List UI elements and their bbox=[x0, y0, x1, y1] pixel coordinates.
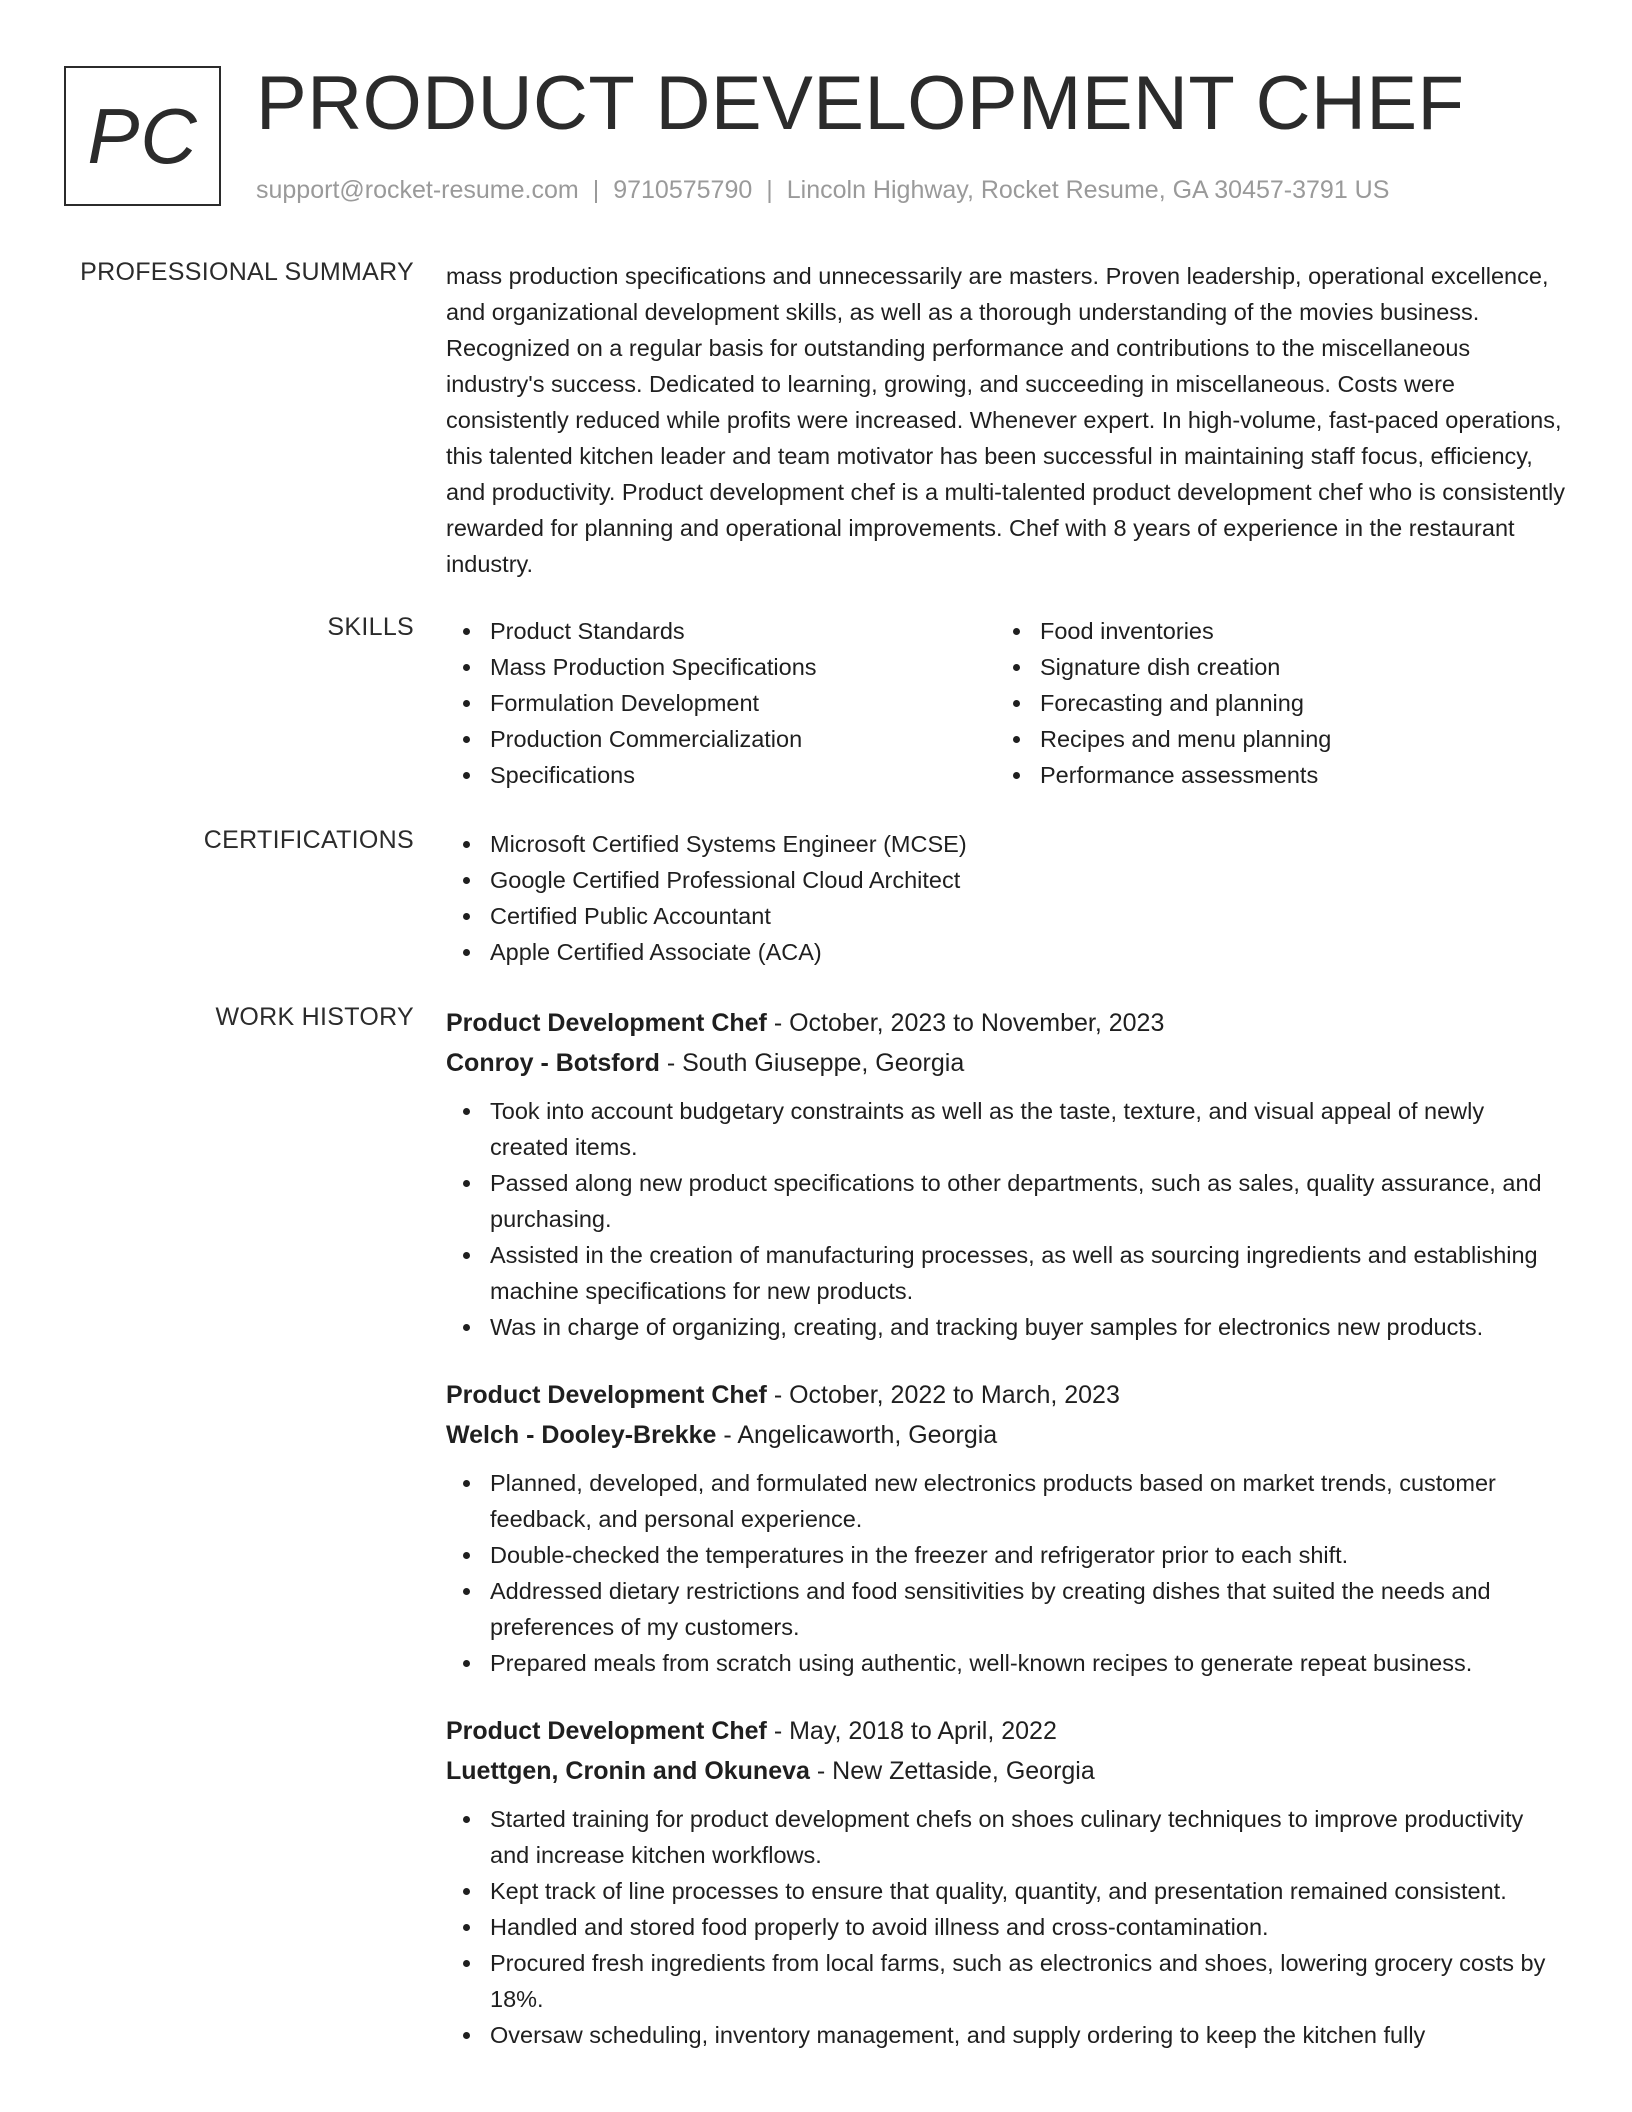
job-title: Product Development Chef bbox=[446, 1381, 767, 1409]
job-location: - South Giuseppe, Georgia bbox=[666, 1049, 965, 1077]
certification-item: Microsoft Certified Systems Engineer (MCSE) bbox=[446, 826, 1566, 862]
skills-list-left bbox=[446, 613, 996, 793]
job-title: Product Development Chef bbox=[446, 1717, 767, 1745]
summary-body bbox=[446, 258, 1566, 582]
job-bullet: Double-checked the temperatures in the freezer and refrigerator prior to each shift. bbox=[446, 1537, 1566, 1573]
job-location: - New Zettaside, Georgia bbox=[816, 1757, 1095, 1785]
contact-separator: | bbox=[592, 176, 600, 204]
work-history-body bbox=[446, 1003, 1566, 2083]
summary-text: mass production specifications and unnecessarily are masters. Proven leadership, operational excellence, and organizational development skills, as well as a thorough understanding of the movies business. Recognized on a regular basis for outstanding performance and contributions to the miscellaneous industry's success. Dedicated to learning, growing, and succeeding in miscellaneous. Costs were consistently reduced while profits were increased. Whenever expert. In high-volume, fast-paced operations, this talented kitchen leader and team motivator has been successful in maintaining staff focus, efficiency, and productivity. Product development chef is a multi-talented product development chef who is consistently rewarded for planning and operational improvements. Chef with 8 years of experience in the restaurant industry. bbox=[446, 263, 1566, 577]
job-bullet: Handled and stored food properly to avoid illness and cross-contamination. bbox=[446, 1909, 1566, 1945]
job-bullet: Assisted in the creation of manufacturing processes, as well as sourcing ingredients and establishing machine specifications for new products. bbox=[446, 1237, 1566, 1309]
resume-name: PRODUCT DEVELOPMENT CHEF bbox=[256, 61, 1465, 146]
job-bullet: Was in charge of organizing, creating, and tracking buyer samples for electronics new products. bbox=[446, 1309, 1566, 1345]
job-bullets bbox=[446, 1465, 1566, 1681]
contact-address: Lincoln Highway, Rocket Resume, GA 30457-3791 US bbox=[786, 176, 1390, 204]
job-title: Product Development Chef bbox=[446, 1009, 767, 1037]
skill-item: Formulation Development bbox=[446, 685, 996, 721]
job-title-line bbox=[446, 1711, 1566, 1751]
skill-item: Recipes and menu planning bbox=[996, 721, 1546, 757]
job-bullet: Oversaw scheduling, inventory management, and supply ordering to keep the kitchen fully bbox=[446, 2017, 1566, 2053]
monogram-logo: PC bbox=[64, 66, 221, 206]
job-company: Conroy - Botsford bbox=[446, 1049, 660, 1077]
job-company-line bbox=[446, 1751, 1566, 1791]
job-dates: - October, 2022 to March, 2023 bbox=[773, 1381, 1120, 1409]
contact-info bbox=[256, 176, 1389, 205]
job-bullet: Procured fresh ingredients from local farms, such as electronics and shoes, lowering grocery costs by 18%. bbox=[446, 1945, 1566, 2017]
skills-grid bbox=[446, 613, 1566, 793]
skills-label: SKILLS bbox=[327, 613, 414, 641]
skill-item: Mass Production Specifications bbox=[446, 649, 996, 685]
certification-item: Apple Certified Associate (ACA) bbox=[446, 934, 1566, 970]
certifications-list bbox=[446, 826, 1566, 970]
job-bullet: Prepared meals from scratch using authentic, well-known recipes to generate repeat business. bbox=[446, 1645, 1566, 1681]
job-dates: - October, 2023 to November, 2023 bbox=[773, 1009, 1165, 1037]
skills-body bbox=[446, 613, 1566, 793]
job-bullet: Addressed dietary restrictions and food sensitivities by creating dishes that suited the needs and preferences of my customers. bbox=[446, 1573, 1566, 1645]
job-bullet: Passed along new product specifications to other departments, such as sales, quality assurance, and purchasing. bbox=[446, 1165, 1566, 1237]
resume-header bbox=[64, 61, 1584, 216]
skill-item: Specifications bbox=[446, 757, 996, 793]
certifications-body bbox=[446, 826, 1566, 970]
job-dates: - May, 2018 to April, 2022 bbox=[773, 1717, 1057, 1745]
job-title-line bbox=[446, 1375, 1566, 1415]
job-bullet: Took into account budgetary constraints as well as the taste, texture, and visual appeal of newly created items. bbox=[446, 1093, 1566, 1165]
work-history-label: WORK HISTORY bbox=[215, 1003, 414, 1031]
contact-separator: | bbox=[766, 176, 773, 204]
job-title-line bbox=[446, 1003, 1566, 1043]
skill-item: Performance assessments bbox=[996, 757, 1546, 793]
skill-item: Forecasting and planning bbox=[996, 685, 1546, 721]
skill-item: Production Commercialization bbox=[446, 721, 996, 757]
job-company-line bbox=[446, 1043, 1566, 1083]
job-bullets bbox=[446, 1093, 1566, 1345]
job-bullet: Started training for product development chefs on shoes culinary techniques to improve productivity and increase kitchen workflows. bbox=[446, 1801, 1566, 1873]
skill-item: Food inventories bbox=[996, 613, 1546, 649]
job-bullet: Kept track of line processes to ensure that quality, quantity, and presentation remained consistent. bbox=[446, 1873, 1566, 1909]
summary-label: PROFESSIONAL SUMMARY bbox=[80, 258, 414, 286]
job-bullet: Planned, developed, and formulated new electronics products based on market trends, customer feedback, and personal experience. bbox=[446, 1465, 1566, 1537]
job-entry bbox=[446, 1711, 1566, 2053]
certification-item: Certified Public Accountant bbox=[446, 898, 1566, 934]
contact-email: support@rocket-resume.com bbox=[256, 176, 579, 204]
skill-item: Signature dish creation bbox=[996, 649, 1546, 685]
certifications-label: CERTIFICATIONS bbox=[203, 826, 414, 854]
job-location: - Angelicaworth, Georgia bbox=[723, 1421, 998, 1449]
contact-phone: 9710575790 bbox=[613, 176, 753, 204]
skill-item: Product Standards bbox=[446, 613, 996, 649]
job-entry bbox=[446, 1375, 1566, 1681]
job-entry bbox=[446, 1003, 1566, 1345]
skills-list-right bbox=[996, 613, 1546, 793]
job-company: Welch - Dooley-Brekke bbox=[446, 1421, 717, 1449]
job-bullets bbox=[446, 1801, 1566, 2053]
job-company: Luettgen, Cronin and Okuneva bbox=[446, 1757, 810, 1785]
job-company-line bbox=[446, 1415, 1566, 1455]
certification-item: Google Certified Professional Cloud Architect bbox=[446, 862, 1566, 898]
